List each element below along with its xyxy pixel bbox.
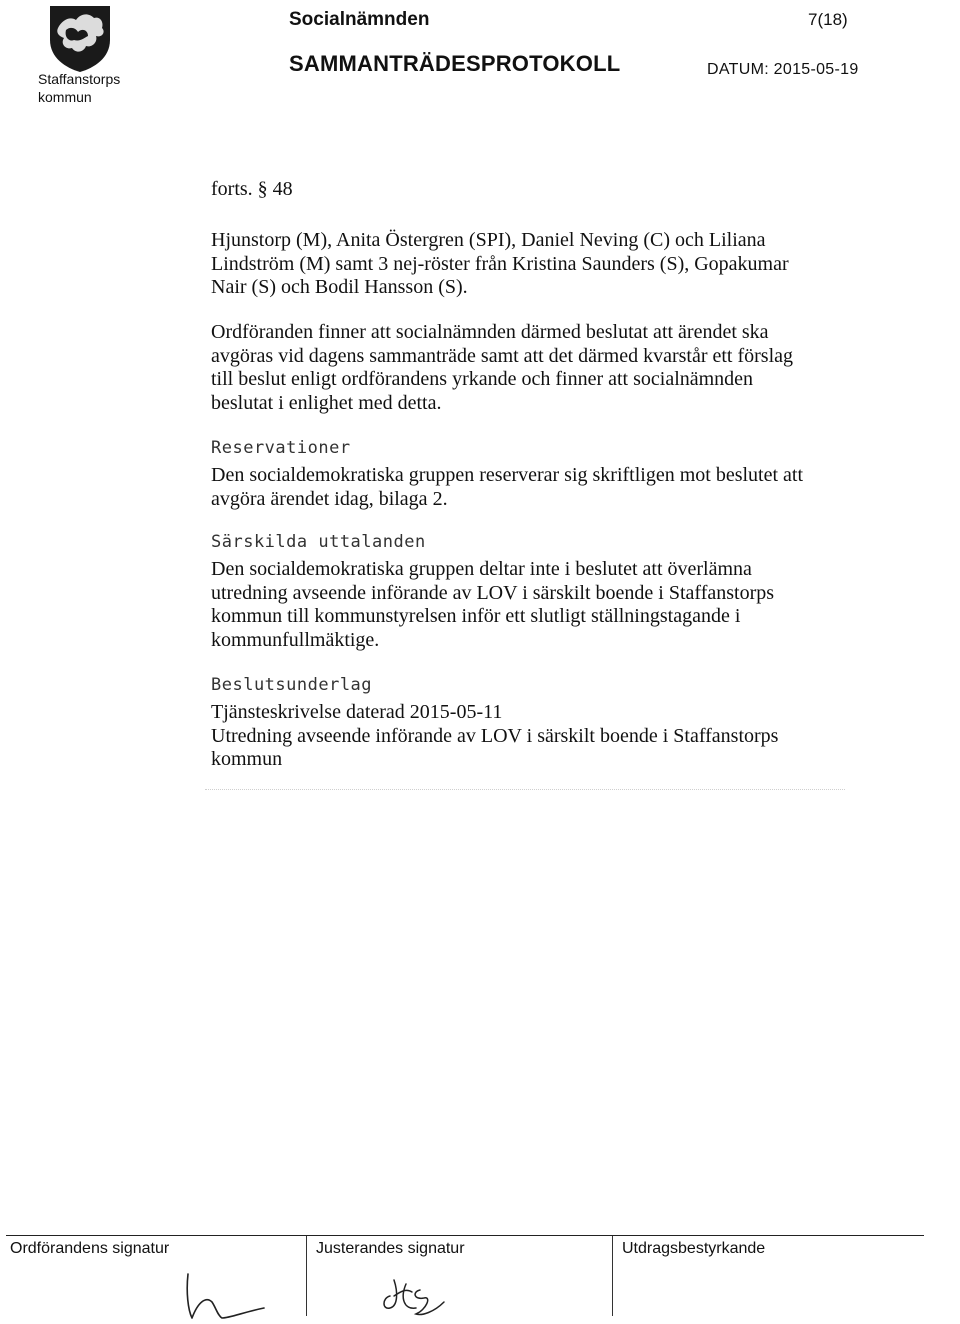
department-name: Socialnämnden — [289, 9, 430, 30]
adjuster-signature-label: Justerandes signatur — [316, 1240, 465, 1257]
paragraph-chair-decision — [211, 321, 793, 415]
footer-divider — [306, 1235, 612, 1236]
footer-column-divider — [306, 1236, 307, 1316]
text-line: till beslut enligt ordförandens yrkande och finner att socialnämnden — [211, 368, 754, 390]
text-line: avgöra ärendet idag, bilaga 2. — [211, 487, 448, 510]
heading-beslutsunderlag: Beslutsunderlag — [211, 675, 373, 695]
chair-signature-label: Ordförandens signatur — [10, 1240, 170, 1257]
text-line: Utredning avseende införande av LOV i särskilt boende i Staffanstorps — [211, 724, 779, 747]
text-line: Tjänsteskrivelse daterad 2015-05-11 — [211, 701, 503, 723]
document-title: SAMMANTRÄDESPROTOKOLL — [289, 51, 621, 76]
paragraph-decision-basis — [211, 701, 778, 772]
text-line: Lindström (M) samt 3 nej-röster från Kristina Saunders (S), Gopakumar — [211, 252, 789, 275]
text-line: Nair (S) och Bodil Hansson (S). — [211, 276, 468, 298]
heading-reservationer: Reservationer — [211, 438, 351, 458]
text-line: Ordföranden finner att socialnämnden därmed beslutat att ärendet ska — [211, 321, 769, 343]
municipality-name: Staffanstorps — [38, 71, 121, 87]
chair-signature — [178, 1262, 278, 1322]
municipality-suffix: kommun — [38, 89, 92, 105]
heading-sarskilda-uttalanden: Särskilda uttalanden — [211, 532, 426, 552]
text-line: Hjunstorp (M), Anita Östergren (SPI), Daniel Neving (C) och Liliana — [211, 229, 766, 251]
text-line: avgöras vid dagens sammanträde samt att det därmed kvarstår ett förslag — [211, 344, 794, 367]
divider — [205, 789, 845, 790]
section-continuation: forts. § 48 — [211, 178, 293, 200]
text-line: beslutat i enlighet med detta. — [211, 391, 442, 414]
text-line: utredning avseende införande av LOV i särskilt boende i Staffanstorps — [211, 581, 775, 604]
document-date: DATUM: 2015-05-19 — [707, 61, 859, 78]
coat-of-arms-icon — [44, 2, 116, 74]
adjuster-signature — [360, 1262, 460, 1322]
paragraph-special-statement — [211, 558, 774, 652]
footer-divider — [6, 1235, 306, 1236]
text-line: Den socialdemokratiska gruppen deltar inte i beslutet att överlämna — [211, 558, 752, 580]
extract-certification-label: Utdragsbestyrkande — [622, 1240, 766, 1257]
paragraph-reservation — [211, 464, 803, 511]
text-line: kommunfullmäktige. — [211, 628, 380, 651]
paragraph-vote-result — [211, 229, 789, 300]
page-number: 7(18) — [808, 10, 848, 29]
text-line: Den socialdemokratiska gruppen reserverar sig skriftligen mot beslutet att — [211, 464, 804, 486]
footer-column-divider — [612, 1236, 613, 1316]
text-line: kommun — [211, 748, 283, 770]
text-line: kommun till kommunstyrelsen inför ett slutligt ställningstagande i — [211, 605, 741, 627]
footer-divider — [612, 1235, 924, 1236]
